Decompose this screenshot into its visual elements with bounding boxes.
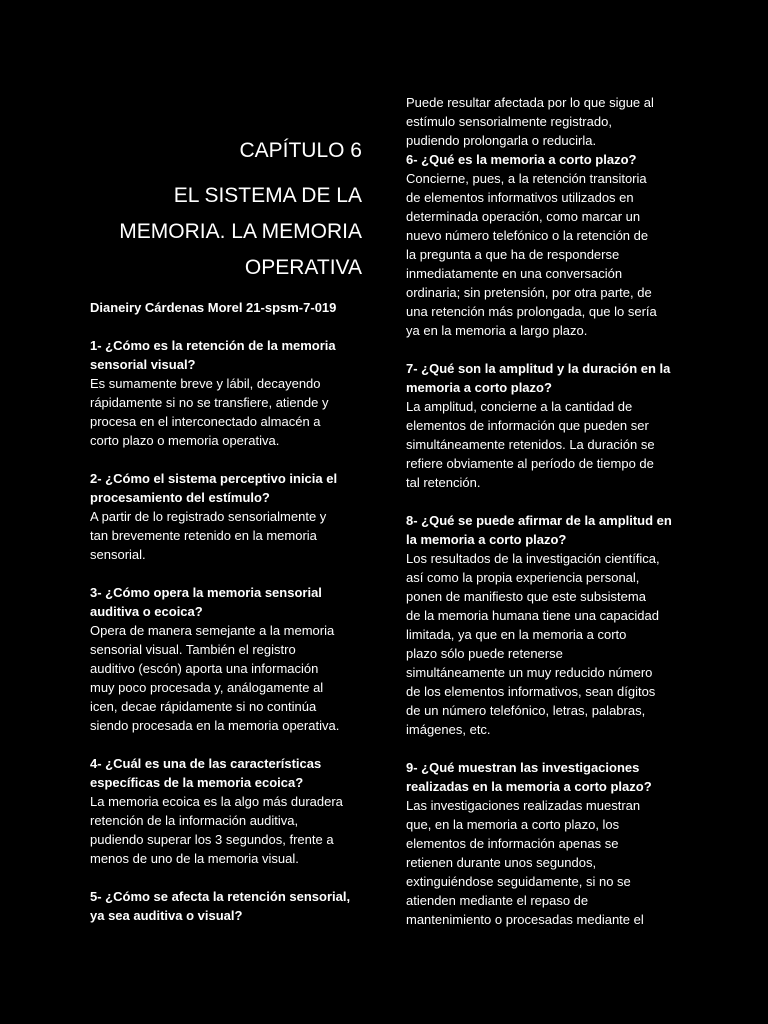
answer-line: ponen de manifiesto que este subsistema — [406, 589, 646, 604]
title-line: MEMORIA. LA MEMORIA — [119, 220, 362, 243]
qa-block — [406, 359, 682, 492]
question-line: ya sea auditiva o visual? — [90, 908, 243, 923]
question-line: 8- ¿Qué se puede afirmar de la amplitud en — [406, 513, 672, 528]
answer-line: simultáneamente retenidos. La duración se — [406, 437, 655, 452]
answer-line: Las investigaciones realizadas muestran — [406, 798, 641, 813]
answer-line: icen, decae rápidamente si no continúa — [90, 699, 317, 714]
answer-line: simultáneamente un muy reducido número — [406, 665, 653, 680]
answer-line: limitada, ya que en la memoria a corto — [406, 627, 627, 642]
chapter-heading: CAPÍTULO 6 — [239, 139, 362, 162]
answer-line: auditivo (escón) aporta una información — [90, 661, 319, 676]
qa-block — [406, 758, 682, 929]
answer-line: refiere obviamente al período de tiempo de — [406, 456, 654, 471]
question-line: 1- ¿Cómo es la retención de la memoria — [90, 338, 336, 353]
answer-line: La memoria ecoica es la algo más duradera — [90, 794, 343, 809]
answer-line: procesa en el interconectado almacén a — [90, 414, 321, 429]
qa-block — [90, 887, 362, 925]
question-line: 7- ¿Qué son la amplitud y la duración en la — [406, 361, 671, 376]
answer-line: inmediatamente en una conversación — [406, 266, 623, 281]
question-line: sensorial visual? — [90, 357, 196, 372]
answer-line: corto plazo o memoria operativa. — [90, 433, 280, 448]
answer-line: Es sumamente breve y lábil, decayendo — [90, 376, 321, 391]
answer-line: extinguiéndose seguidamente, si no se — [406, 874, 631, 889]
answer-line: de los elementos informativos, sean dígitos — [406, 684, 656, 699]
left-questions — [90, 336, 362, 925]
answer-line: muy poco procesada y, análogamente al — [90, 680, 324, 695]
question-line: 3- ¿Cómo opera la memoria sensorial — [90, 585, 322, 600]
chapter-title — [90, 178, 362, 286]
question-line: 5- ¿Cómo se afecta la retención sensorial, — [90, 889, 351, 904]
author-line: Dianeiry Cárdenas Morel 21-spsm-7-019 — [90, 300, 337, 315]
answer-line: mantenimiento o procesadas mediante el — [406, 912, 644, 927]
answer-line: ya en la memoria a largo plazo. — [406, 323, 588, 338]
answer-line: sensorial visual. También el registro — [90, 642, 296, 657]
answer-line: tal retención. — [406, 475, 481, 490]
answer-line: atienden mediante el repaso de — [406, 893, 589, 908]
answer-line: tan brevemente retenido en la memoria — [90, 528, 317, 543]
answer-line: La amplitud, concierne a la cantidad de — [406, 399, 633, 414]
question-line: específicas de la memoria ecoica? — [90, 775, 304, 790]
answer-line: pudiendo superar los 3 segundos, frente a — [90, 832, 334, 847]
qa-block — [406, 511, 682, 739]
answer-line: retención de la información auditiva, — [90, 813, 299, 828]
question-line: memoria a corto plazo? — [406, 380, 552, 395]
question-line: 2- ¿Cómo el sistema perceptivo inicia el — [90, 471, 338, 486]
qa-block — [406, 150, 682, 340]
qa-block — [90, 583, 362, 735]
left-column — [90, 136, 362, 925]
answer-line: de un número telefónico, letras, palabras, — [406, 703, 646, 718]
question-line: procesamiento del estímulo? — [90, 490, 270, 505]
answer-line: plazo sólo puede retenerse — [406, 646, 563, 661]
qa-block — [90, 336, 362, 450]
answer-line: menos de uno de la memoria visual. — [90, 851, 299, 866]
answer-line: elementos de información apenas se — [406, 836, 619, 851]
right-questions — [406, 150, 682, 929]
answer-line: Concierne, pues, a la retención transitoria — [406, 171, 647, 186]
right-column — [406, 93, 682, 929]
answer-line: determinada operación, como marcar un — [406, 209, 641, 224]
answer-line: de la memoria humana tiene una capacidad — [406, 608, 659, 623]
continued-answer — [406, 93, 682, 150]
answer-line: Los resultados de la investigación científica, — [406, 551, 660, 566]
answer-line: estímulo sensorialmente registrado, — [406, 114, 612, 129]
question-line: 4- ¿Cuál es una de las características — [90, 756, 322, 771]
answer-line: imágenes, etc. — [406, 722, 491, 737]
qa-block — [90, 754, 362, 868]
question-line: la memoria a corto plazo? — [406, 532, 567, 547]
answer-line: la pregunta a que ha de responderse — [406, 247, 620, 262]
qa-block — [90, 469, 362, 564]
answer-line: nuevo número telefónico o la retención de — [406, 228, 649, 243]
question-line: 9- ¿Qué muestran las investigaciones — [406, 760, 640, 775]
title-line: OPERATIVA — [244, 256, 362, 279]
title-line: EL SISTEMA DE LA — [173, 184, 362, 207]
answer-line: sensorial. — [90, 547, 146, 562]
answer-line: elementos de información que pueden ser — [406, 418, 649, 433]
answer-line: pudiendo prolongarla o reducirla. — [406, 133, 597, 148]
answer-line: siendo procesada en la memoria operativa. — [90, 718, 340, 733]
answer-line: Opera de manera semejante a la memoria — [90, 623, 335, 638]
question-line: 6- ¿Qué es la memoria a corto plazo? — [406, 152, 637, 167]
answer-line: que, en la memoria a corto plazo, los — [406, 817, 620, 832]
answer-line: de elementos informativos utilizados en — [406, 190, 634, 205]
answer-line: así como la propia experiencia personal, — [406, 570, 640, 585]
answer-line: rápidamente si no se transfiere, atiende y — [90, 395, 329, 410]
answer-line: Puede resultar afectada por lo que sigue al — [406, 95, 654, 110]
answer-line: ordinaria; sin pretensión, por otra parte, de — [406, 285, 652, 300]
answer-line: retienen durante unos segundos, — [406, 855, 597, 870]
question-line: realizadas en la memoria a corto plazo? — [406, 779, 652, 794]
answer-line: una retención más prolongada, que lo sería — [406, 304, 657, 319]
question-line: auditiva o ecoica? — [90, 604, 203, 619]
answer-line: A partir de lo registrado sensorialmente y — [90, 509, 327, 524]
